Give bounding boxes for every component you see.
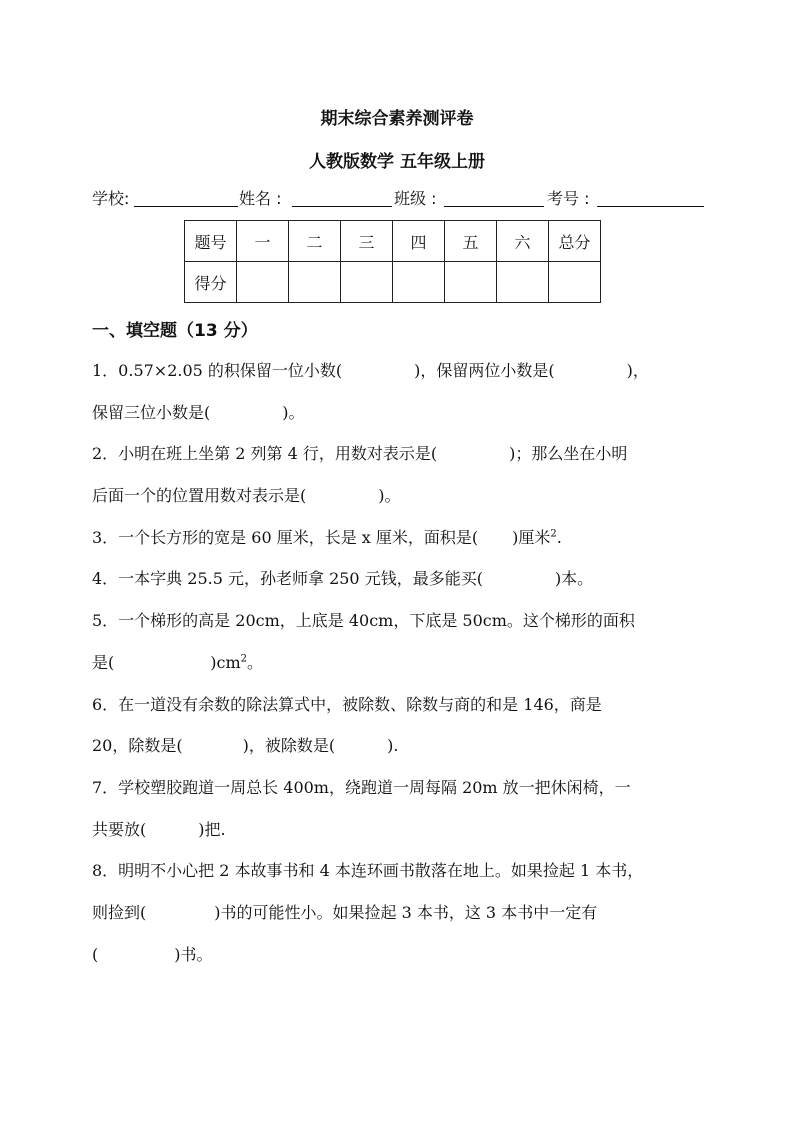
question-8-line-2: 则捡到( )书的可能性小。如果捡起 3 本书，这 3 本书中一定有 <box>92 903 598 922</box>
school-field[interactable] <box>134 206 238 207</box>
table-header-cell: 五 <box>445 221 497 262</box>
student-info-row <box>92 186 704 212</box>
table-header-cell: 二 <box>289 221 341 262</box>
question-8-line-3: ( )书。 <box>92 945 213 964</box>
table-header-cell: 总分 <box>549 221 601 262</box>
page-subtitle: 人教版数学 五年级上册 <box>309 152 485 172</box>
table-header-row <box>185 221 601 262</box>
exam-no-field[interactable] <box>597 206 704 207</box>
class-label: 班级 : <box>394 189 437 208</box>
question-7-line-2: 共要放( )把. <box>92 820 226 839</box>
score-table <box>184 220 601 303</box>
table-header-cell: 一 <box>237 221 289 262</box>
question-6-line-1: 6．在一道没有余数的除法算式中，被除数、除数与商的和是 146，商是 <box>92 695 602 714</box>
question-1-line-2: 保留三位小数是( )。 <box>92 403 305 422</box>
score-row <box>185 262 601 303</box>
question-7-line-1: 7．学校塑胶跑道一周总长 400m，绕跑道一周每隔 20m 放一把休闲椅，一 <box>92 778 631 797</box>
question-2-line-2: 后面一个的位置用数对表示是( )。 <box>92 486 401 505</box>
page-title: 期末综合素养测评卷 <box>320 109 474 129</box>
question-4: 4．一本字典 25.5 元，孙老师拿 250 元钱，最多能买( )本。 <box>92 569 594 588</box>
table-header-cell: 六 <box>497 221 549 262</box>
school-label: 学校: <box>92 189 130 208</box>
question-2-line-1: 2．小明在班上坐第 2 列第 4 行，用数对表示是( )；那么坐在小明 <box>92 444 628 463</box>
table-header-cell: 三 <box>341 221 393 262</box>
question-8-line-1: 8．明明不小心把 2 本故事书和 4 本连环画书散落在地上。如果捡起 1 本书， <box>92 861 644 880</box>
question-5-line-1: 5．一个梯形的高是 20cm，上底是 40cm，下底是 50cm。这个梯形的面积 <box>92 611 635 630</box>
question-5-line-2: 是( )$cm^2$。 <box>92 653 264 672</box>
question-3: 3．一个长方形的宽是 60 厘米，长是 x 厘米，面积是( )厘米$^2$. <box>92 528 562 547</box>
section-heading: 一、填空题（13 分） <box>92 321 258 341</box>
score-label-cell: 得分 <box>185 262 237 303</box>
question-6-line-2: 20，除数是( )，被除数是( ). <box>92 736 399 755</box>
score-cell[interactable] <box>289 262 341 303</box>
score-cell[interactable] <box>445 262 497 303</box>
score-cell[interactable] <box>237 262 289 303</box>
name-label: 姓名 : <box>239 189 282 208</box>
name-field[interactable] <box>292 206 392 207</box>
score-cell[interactable] <box>341 262 393 303</box>
table-header-cell: 四 <box>393 221 445 262</box>
score-cell[interactable] <box>549 262 601 303</box>
question-1-line-1: 1．0.57×2.05 的积保留一位小数( )，保留两位小数是( )， <box>92 361 649 380</box>
exam-no-label: 考号 : <box>547 189 590 208</box>
table-header-cell: 题号 <box>185 221 237 262</box>
score-cell[interactable] <box>497 262 549 303</box>
score-cell[interactable] <box>393 262 445 303</box>
class-field[interactable] <box>444 206 544 207</box>
